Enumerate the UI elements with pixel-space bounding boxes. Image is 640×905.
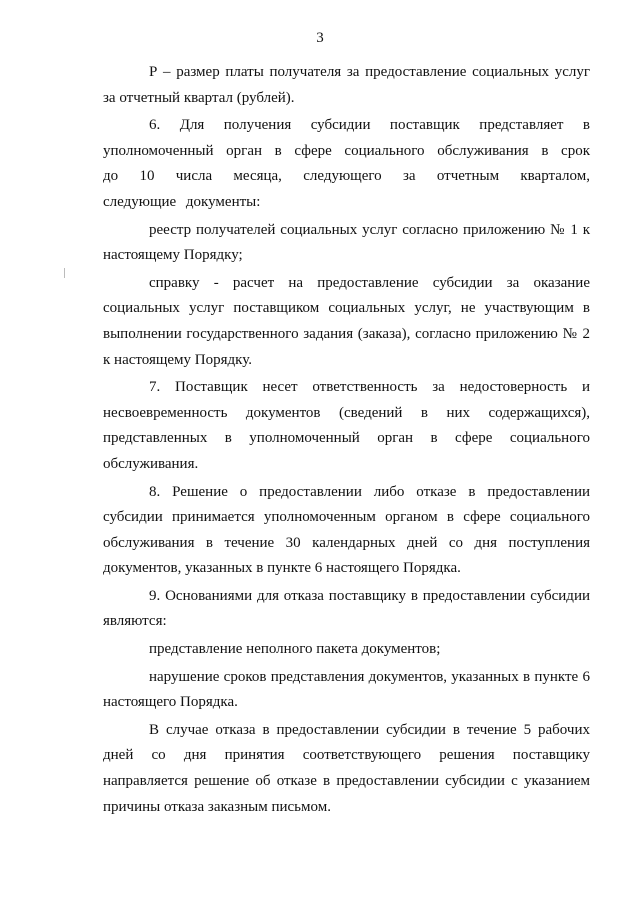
paragraph-calculation-certificate: справку - расчет на предоставление субсидии за оказание социальных услуг поставщиком социальных услуг, не участвующим в выполнении государственного задания (заказа), согласно приложению № 2 к настоящему Порядку. [103, 274, 590, 368]
paragraph-registry: реестр получателей социальных услуг согласно приложению № 1 к настоящему Порядку; [103, 221, 590, 264]
paragraph-item-8: 8. Решение о предоставлении либо отказе в предоставлении субсидии принимается уполномоченным органом в сфере социального обслуживания в течение 30 календарных дней со дня поступления документов, указанных в пункте 6 настоящего Порядка. [103, 483, 590, 577]
paragraph-deadline-violation: нарушение сроков представления документов, указанных в пункте 6 настоящего Порядка. [103, 668, 590, 711]
paragraph-item-9: 9. Основаниями для отказа поставщику в предоставлении субсидии являются: [103, 587, 590, 630]
paragraph-payment-size: Р – размер платы получателя за предоставление социальных услуг за отчетный квартал (рублей). [103, 64, 590, 106]
page-number: 3 [316, 30, 324, 46]
margin-mark [64, 268, 65, 278]
paragraph-item-6: 6. Для получения субсидии поставщик представляет в уполномоченный орган в сфере социального обслуживания в срок до 10 числа месяца, следующего за отчетным кварталом, следующие документы: [103, 117, 590, 210]
paragraph-incomplete-package: представление неполного пакета документов; [149, 641, 441, 658]
paragraph-refusal-notice: В случае отказа в предоставлении субсидии в течение 5 рабочих дней со дня принятия соответствующего решения поставщику направляется решение об отказе в предоставлении субсидии с указанием причины отказа заказным письмом. [103, 721, 590, 815]
document-body [103, 60, 590, 822]
paragraph-item-7: 7. Поставщик несет ответственность за недостоверность и несвоевременность документов (сведений в них содержащихся), представленных в уполномоченный орган в сфере социального обслуживания. [103, 379, 590, 472]
